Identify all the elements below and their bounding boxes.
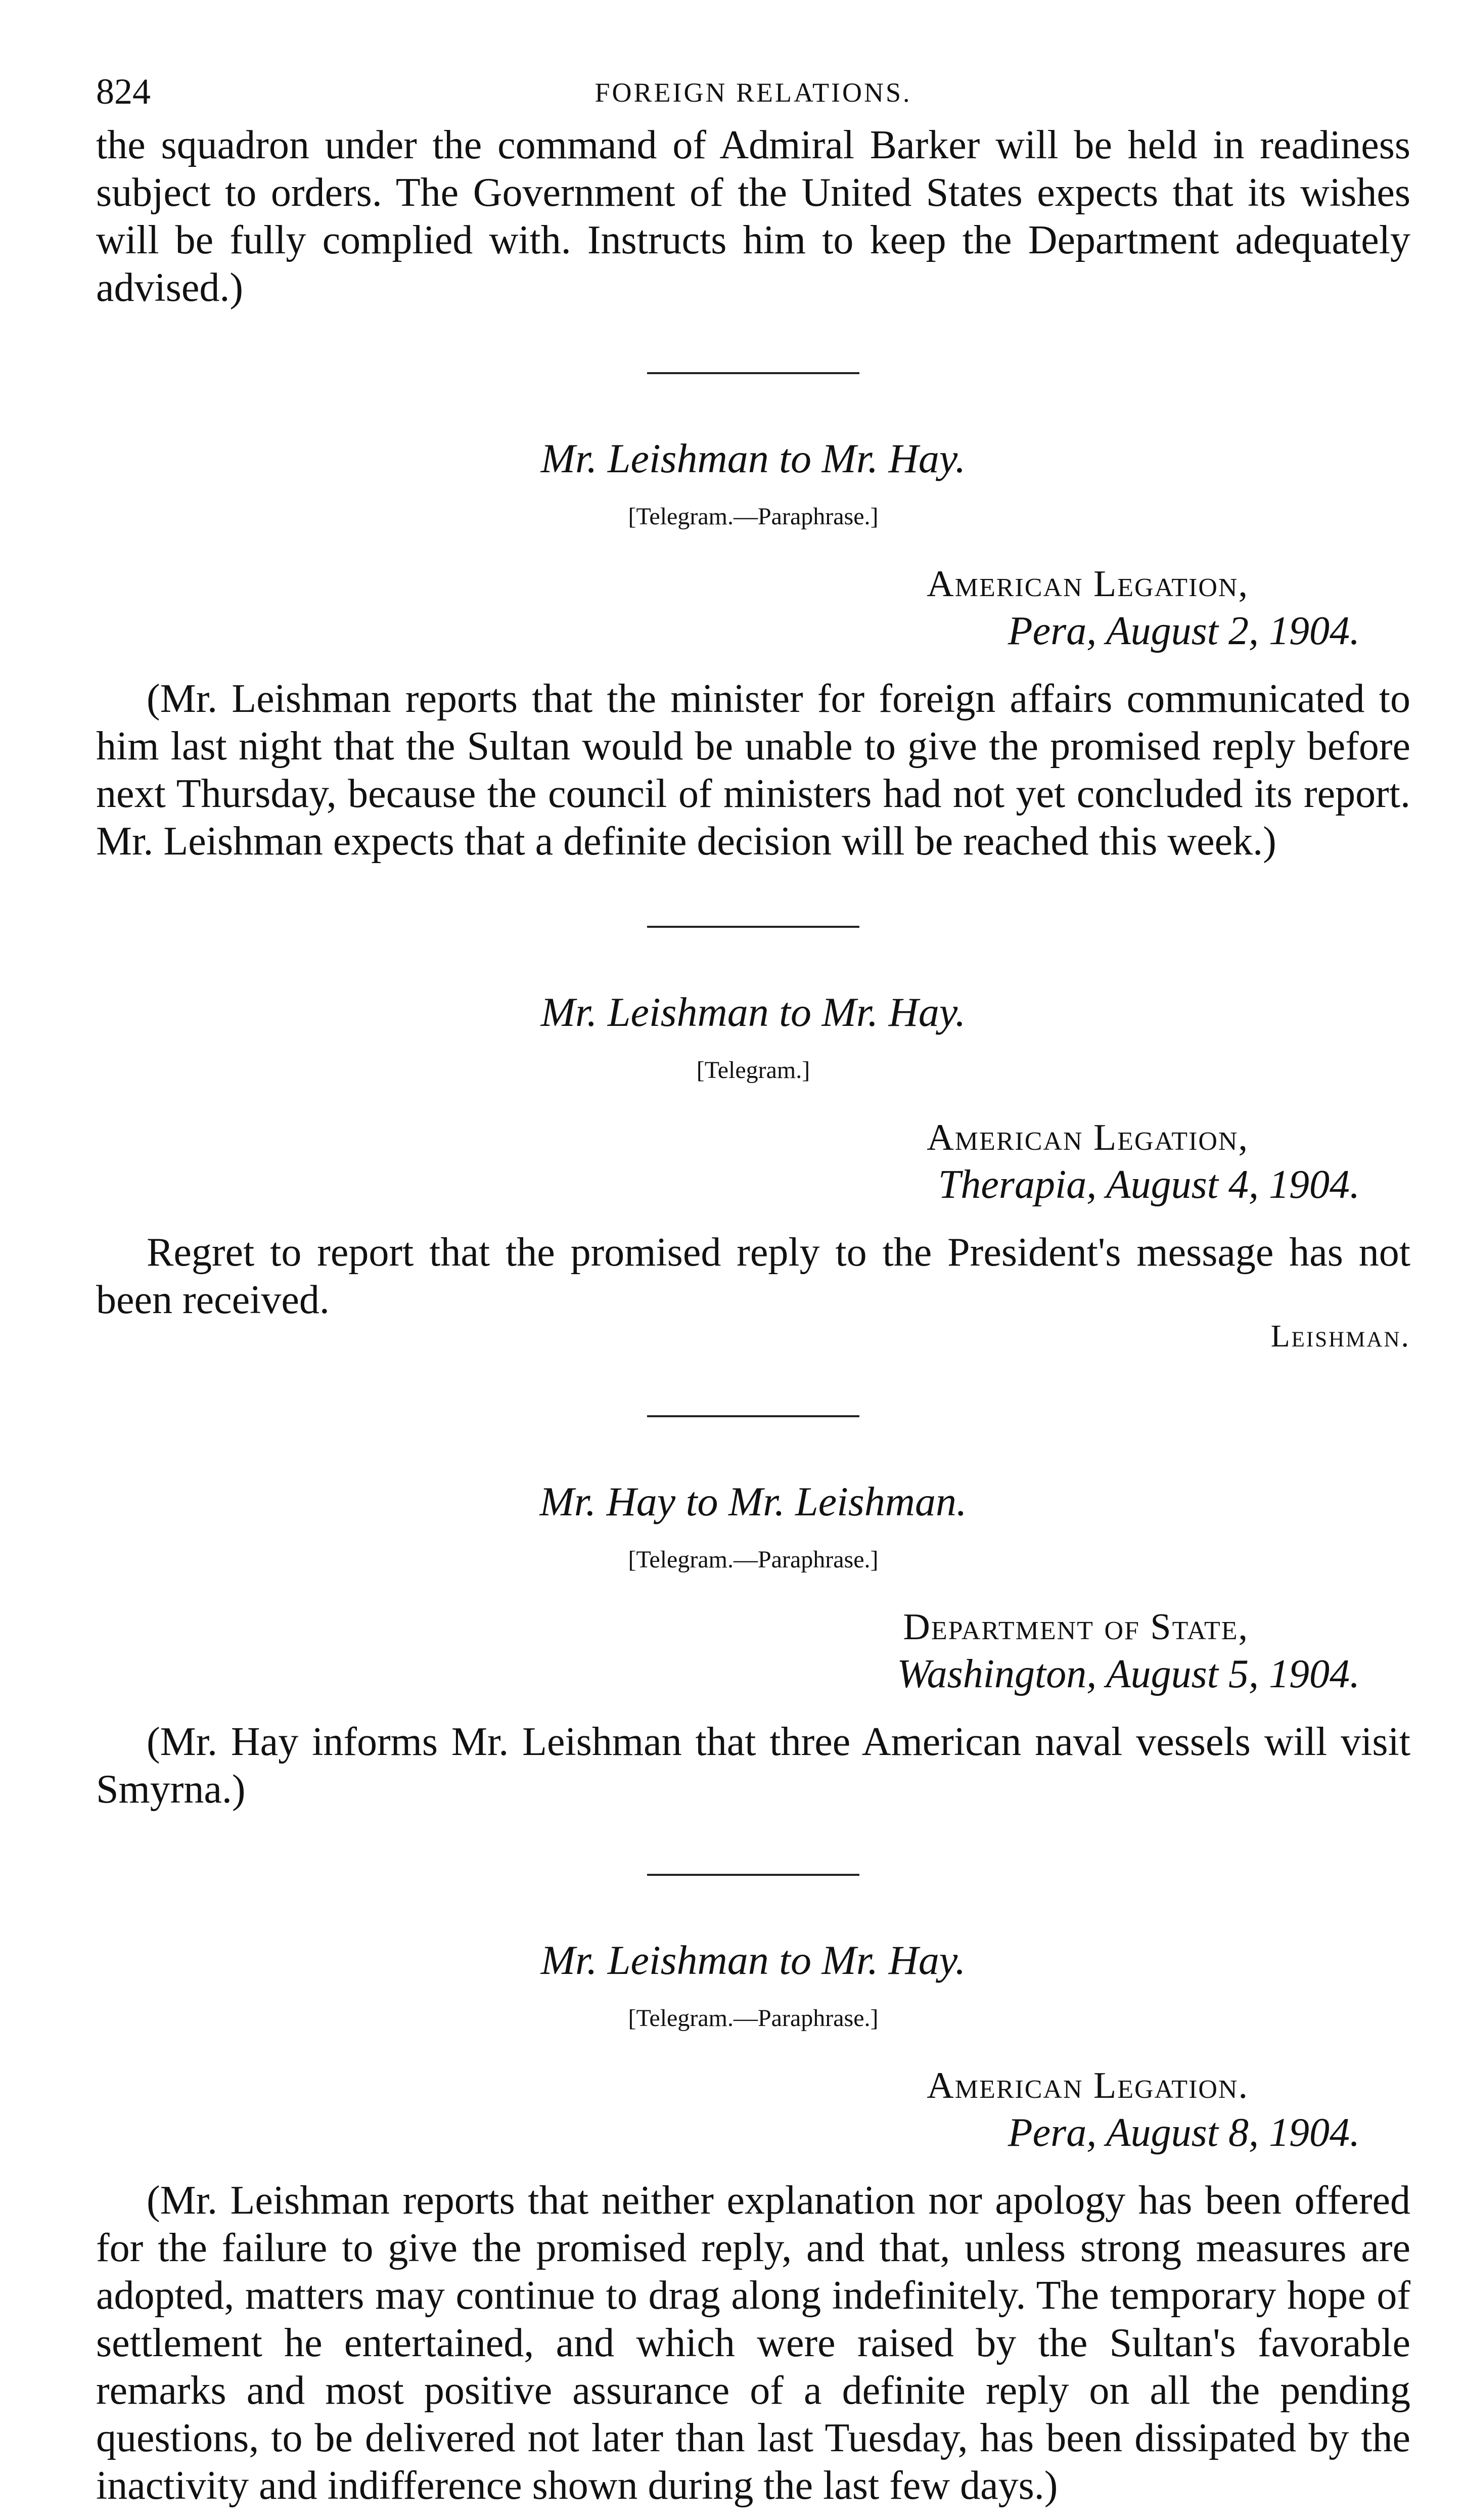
entry-place: American Legation, <box>927 563 1249 605</box>
section-divider <box>647 926 859 928</box>
section-divider <box>647 1415 859 1417</box>
entry-body: Regret to report that the promised reply to the President's message has not been received. <box>96 1230 1410 1322</box>
intro-paragraph: the squadron under the command of Admiral Barker will be held in readiness subject to orders. The Government of the United States expects that its wishes will be fully complied with. Instructs him to keep the Department adequately advised.) <box>96 123 1410 310</box>
entry-heading: Mr. Hay to Mr. Leishman. <box>539 1478 967 1524</box>
entry-note: [Telegram.] <box>696 1057 810 1084</box>
entry-body: (Mr. Leishman reports that neither explanation nor apology has been offered for the failure to give the promised reply, and that, unless strong measures are adopted, matters may continue to drag along indefinitely. The temporary hope of settlement he entertained, and which were raised by the Sultan's favorable remarks and most positive assurance of a definite reply on all the pending questions, to be delivered not later than last Tuesday, has been dissipated by the inactivity and indifference shown during the last few days.) <box>96 2178 1410 2508</box>
telegram-entry <box>96 1937 1410 2509</box>
page-number: 824 <box>96 71 151 112</box>
entry-heading: Mr. Leishman to Mr. Hay. <box>540 1937 966 1983</box>
entry-date: Pera, August 8, 1904. <box>1008 2110 1360 2155</box>
entry-note: [Telegram.—Paraphrase.] <box>628 1546 879 1573</box>
entry-date: Washington, August 5, 1904. <box>897 1652 1360 1696</box>
running-head: FOREIGN RELATIONS. <box>594 77 912 108</box>
page-header <box>96 61 1410 121</box>
entry-heading: Mr. Leishman to Mr. Hay. <box>540 989 966 1035</box>
entry-heading: Mr. Leishman to Mr. Hay. <box>540 435 966 481</box>
entry-note: [Telegram.—Paraphrase.] <box>628 2005 879 2032</box>
telegram-entry <box>96 988 1410 1355</box>
entry-place: American Legation, <box>927 1117 1249 1158</box>
entry-date: Therapia, August 4, 1904. <box>938 1162 1360 1207</box>
entry-note: [Telegram.—Paraphrase.] <box>628 503 879 530</box>
entry-body: (Mr. Leishman reports that the minister for foreign affairs communicated to him last night that the Sultan would be unable to give the promised reply before next Thursday, because the council of ministers had not yet concluded its report. Mr. Leishman expects that a definite decision will be reached this week.) <box>96 677 1410 864</box>
telegram-entry <box>96 435 1410 865</box>
document-page <box>96 61 1410 2508</box>
entry-signature: Leishman. <box>1270 1319 1410 1354</box>
entry-body: (Mr. Hay informs Mr. Leishman that three American naval vessels will visit Smyrna.) <box>96 1720 1410 1812</box>
entry-place: American Legation. <box>927 2065 1249 2106</box>
section-divider <box>647 1874 859 1876</box>
telegram-entry <box>96 1478 1410 1813</box>
section-divider <box>647 372 859 374</box>
entry-place: Department of State, <box>903 1606 1249 1648</box>
entry-date: Pera, August 2, 1904. <box>1008 609 1360 653</box>
